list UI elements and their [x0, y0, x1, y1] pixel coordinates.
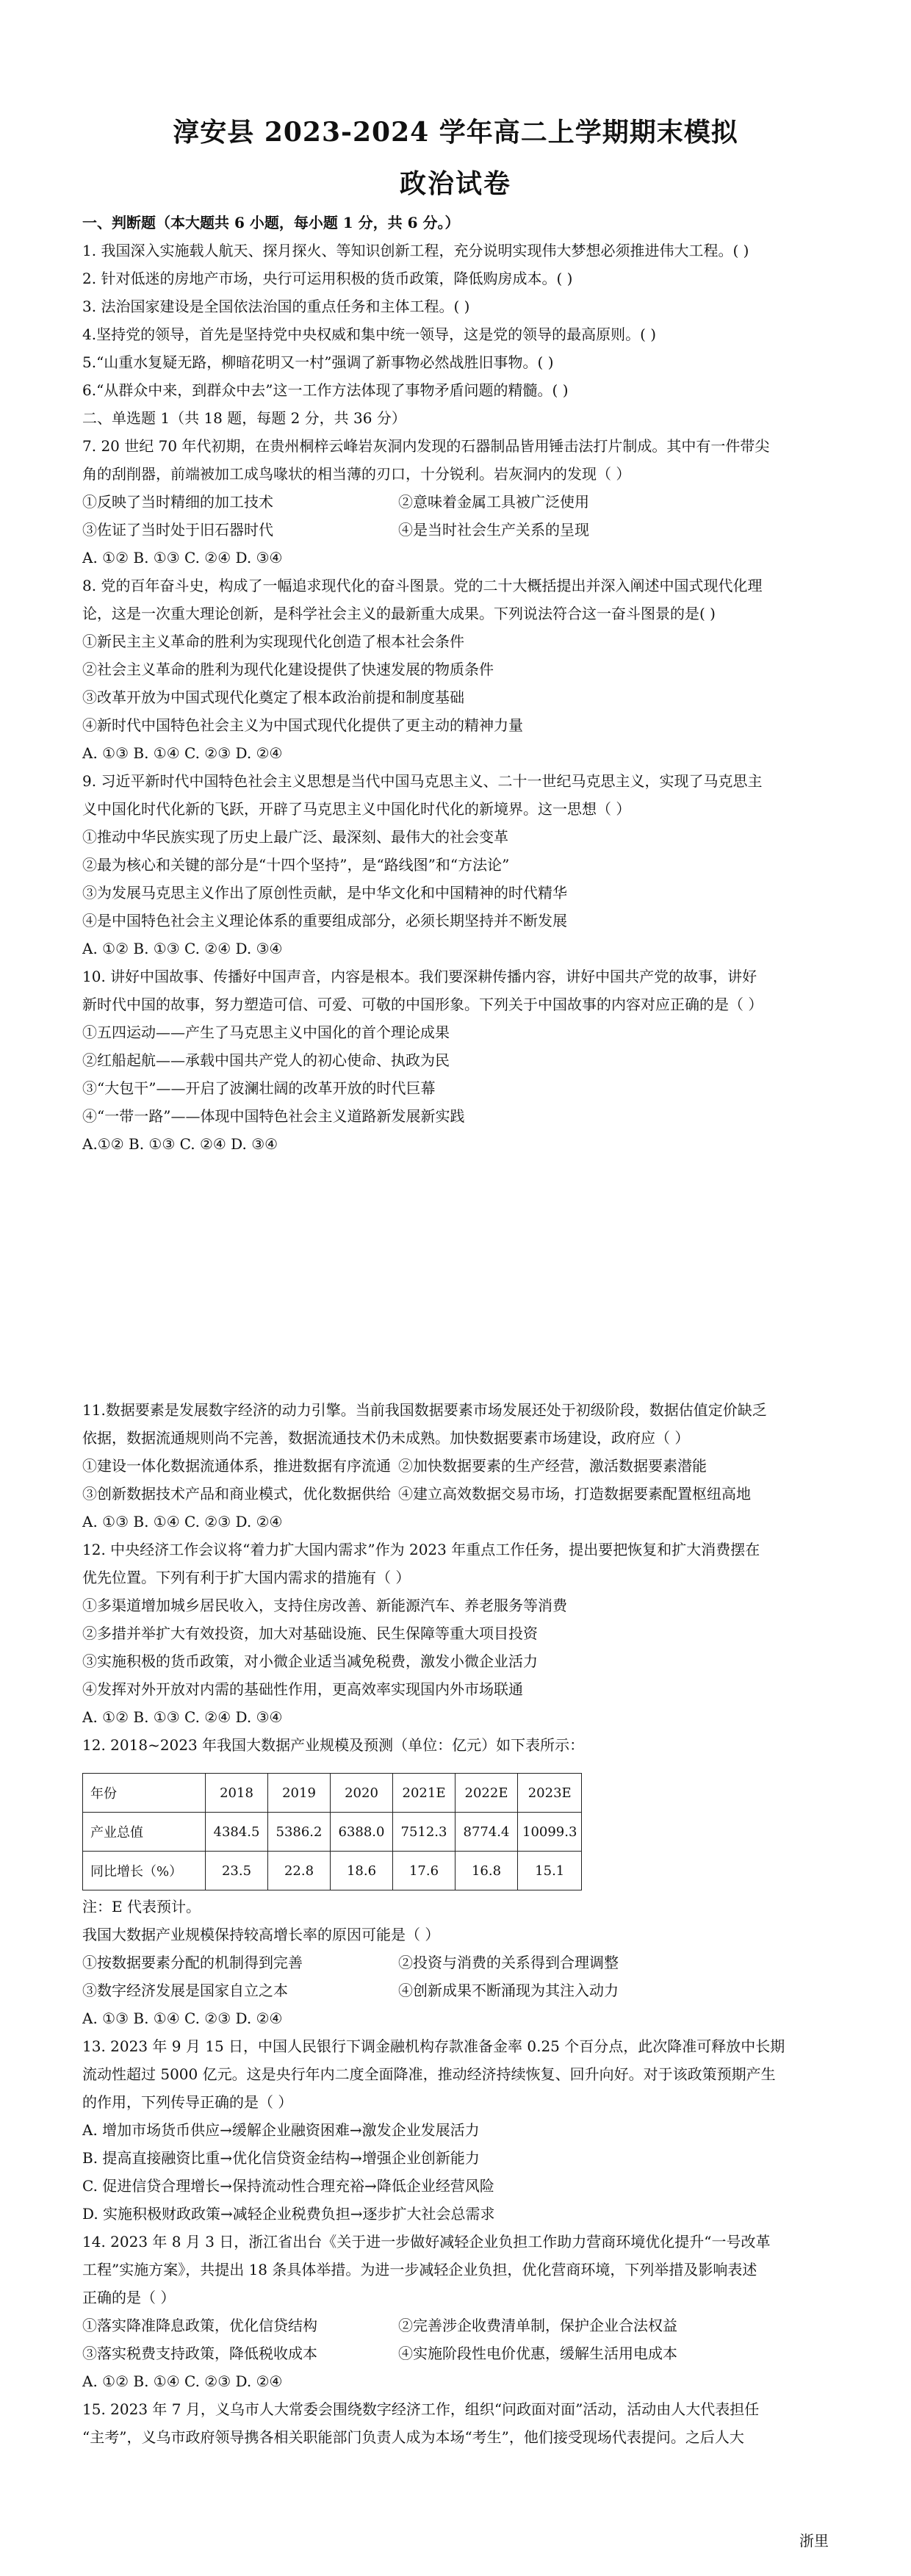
- table-row: [83, 1813, 582, 1852]
- table-note: 注：E 代表预计。: [82, 1898, 201, 1915]
- q10-line: 新时代中国的故事，努力塑造可信、可爱、可敬的中国形象。下列关于中国故事的内容对应正确的是（ ）: [82, 996, 763, 1013]
- q13-option: A. 增加市场货币供应→缓解企业融资困难→激发企业发展活力: [82, 2121, 480, 2139]
- table-cell: 8774.4: [455, 1813, 518, 1852]
- exam-title-line2: 政治试卷: [399, 168, 511, 199]
- part3-block: [82, 1893, 839, 2451]
- table-cell: 4384.5: [206, 1813, 268, 1852]
- exam-title-line1: 淳安县 2023-2024 学年高二上学期期末模拟: [173, 117, 738, 148]
- q10-line: ④“一带一路”——体现中国特色社会主义道路新发展新实践: [82, 1107, 465, 1125]
- table-cell: 22.8: [268, 1852, 331, 1890]
- q13-option: D. 实施积极财政政策→减轻企业税费负担→逐步扩大社会总需求: [82, 2205, 495, 2223]
- table-options-row: [82, 1949, 839, 1976]
- q8-line: ①新民主主义革命的胜利为实现现代化创造了根本社会条件: [82, 633, 464, 650]
- q7-opt: ④是当时社会生产关系的呈现: [398, 521, 589, 539]
- q12-line: ②多措并举扩大有效投资，加大对基础设施、民生保障等重大项目投资: [82, 1625, 538, 1642]
- q13-option: B. 提高直接融资比重→优化信贷资金结构→增强企业创新能力: [82, 2149, 480, 2167]
- q9-line: 9. 习近平新时代中国特色社会主义思想是当代中国马克思主义、二十一世纪马克思主义，实现了马克思主: [82, 772, 763, 790]
- table-header-cell: 年份: [83, 1774, 206, 1813]
- judgment-item: 6.“从群众中来，到群众中去”这一工作方法体现了事物矛盾问题的精髓。( ): [82, 381, 569, 399]
- part1-heading: 一、判断题（本大题共 6 小题，每小题 1 分，共 6 分。）: [82, 214, 460, 231]
- q7-opt: ①反映了当时精细的加工技术: [82, 493, 273, 511]
- q9-line: ④是中国特色社会主义理论体系的重要组成部分，必须长期坚持并不断发展: [82, 912, 567, 929]
- table-header-cell: 2018: [206, 1774, 268, 1813]
- q13-line: 的作用，下列传导正确的是（ ）: [82, 2093, 293, 2111]
- table-cell: 5386.2: [268, 1813, 331, 1852]
- q9-line: 义中国化时代化新的飞跃，开辟了马克思主义中国化时代化的新境界。这一思想（ ）: [82, 800, 631, 818]
- part2-heading: 二、单选题 1（共 18 题，每题 2 分，共 36 分）: [82, 409, 406, 427]
- judgment-item: 4.坚持党的领导，首先是坚持党中央权威和集中统一领导，这是党的领导的最高原则。( ): [82, 325, 657, 343]
- q10-line: ①五四运动——产生了马克思主义中国化的首个理论成果: [82, 1023, 450, 1041]
- q12-answers: A. ①② B. ①③ C. ②④ D. ③④: [82, 1708, 283, 1726]
- q15-line: “主考”，义乌市政府领导携各相关职能部门负责人成为本场“考生”，他们接受现场代表提问。之后人大: [82, 2428, 744, 2446]
- table-row: [83, 1852, 582, 1890]
- table-header-cell: 2022E: [455, 1774, 518, 1813]
- table-header-cell: 2019: [268, 1774, 331, 1813]
- q14-opt: ③落实税费支持政策，降低税收成本: [82, 2345, 317, 2362]
- judgment-item: 1. 我国深入实施载人航天、探月探火、等知识创新工程，充分说明实现伟大梦想必须推进伟大工程。( ): [82, 242, 749, 259]
- q8-line: ②社会主义革命的胜利为现代化建设提供了快速发展的物质条件: [82, 661, 494, 678]
- table-cell: 16.8: [455, 1852, 518, 1890]
- q11-line: 依据，数据流通规则尚不完善，数据流通技术仍未成熟。加快数据要素市场建设，政府应（ ）: [82, 1429, 690, 1447]
- judgment-item: 3. 法治国家建设是全国依法治国的重点任务和主体工程。( ): [82, 298, 470, 315]
- table-answers: A. ①③ B. ①④ C. ②③ D. ②④: [82, 2010, 283, 2027]
- q10-answers: A.①② B. ①③ C. ②④ D. ③④: [82, 1135, 278, 1153]
- table-cell: 17.6: [393, 1852, 455, 1890]
- table-opt: ②投资与消费的关系得到合理调整: [398, 1954, 619, 1971]
- judgment-item: 2. 针对低迷的房地产市场，央行可运用积极的货币政策，降低购房成本。( ): [82, 270, 573, 287]
- q8-line: 8. 党的百年奋斗史，构成了一幅追求现代化的奋斗图景。党的二十大概括提出并深入阐述中国式现代化理: [82, 577, 763, 594]
- q7-options-row: [82, 516, 839, 544]
- q12-line: ④发挥对外开放对内需的基础性作用，更高效率实现国内外市场联通: [82, 1680, 523, 1698]
- q11-opt: ①建设一体化数据流通体系，推进数据有序流通: [82, 1457, 391, 1475]
- q12-line: ①多渠道增加城乡居民收入，支持住房改善、新能源汽车、养老服务等消费: [82, 1597, 567, 1614]
- table-opt: ③数字经济发展是国家自立之本: [82, 1982, 288, 1999]
- table-opt: ④创新成果不断涌现为其注入动力: [398, 1982, 619, 1999]
- q9-line: ②最为核心和关键的部分是“十四个坚持”，是“路线图”和“方法论”: [82, 856, 510, 874]
- q7-opt: ②意味着金属工具被广泛使用: [398, 493, 589, 511]
- q12-line: 优先位置。下列有利于扩大国内需求的措施有（ ）: [82, 1569, 411, 1586]
- table-header-cell: 2023E: [518, 1774, 582, 1813]
- q14-opt: ②完善涉企收费清单制，保护企业合法权益: [398, 2317, 677, 2334]
- table-cell: 10099.3: [518, 1813, 582, 1852]
- q14-line: 工程”实施方案》，共提出 18 条具体举措。为进一步减轻企业负担，优化营商环境，下列举措及影响表述: [82, 2261, 757, 2278]
- q14-line: 14. 2023 年 8 月 3 日，浙江省出台《关于进一步做好减轻企业负担工作助力营商环境优化提升“一号改革: [82, 2233, 771, 2251]
- table-header-cell: 2021E: [393, 1774, 455, 1813]
- q11-opt: ③创新数据技术产品和商业模式，优化数据供给: [82, 1485, 391, 1503]
- q13-line: 流动性超过 5000 亿元。这是央行年内二度全面降准，推动经济持续恢复、回升向好。对于该政策预期产生: [82, 2065, 776, 2083]
- q12-line: 12. 中央经济工作会议将“着力扩大国内需求”作为 2023 年重点工作任务，提出要把恢复和扩大消费摆在: [82, 1541, 760, 1558]
- page-footer: 浙里: [799, 2532, 829, 2550]
- q9-line: ①推动中华民族实现了历史上最广泛、最深刻、最伟大的社会变革: [82, 828, 508, 846]
- q9-answers: A. ①② B. ①③ C. ②④ D. ③④: [82, 940, 283, 957]
- q11-line: 11.数据要素是发展数字经济的动力引擎。当前我国数据要素市场发展还处于初级阶段，数据估值定价缺乏: [82, 1401, 767, 1419]
- part1-block: [82, 209, 839, 1158]
- q7-line: 角的刮削器，前端被加工成鸟喙状的相当薄的刃口，十分锐利。岩灰洞内的发现（ ）: [82, 465, 631, 483]
- q14-opt: ④实施阶段性电价优惠，缓解生活用电成本: [398, 2345, 677, 2362]
- data-table: [82, 1773, 582, 1890]
- q11-options-row: [82, 1480, 839, 1508]
- table-cell: 7512.3: [393, 1813, 455, 1852]
- q11-options-row: [82, 1452, 839, 1480]
- table-row-label: 产业总值: [83, 1813, 206, 1852]
- q14-answers: A. ①② B. ①④ C. ②③ D. ②④: [82, 2372, 283, 2390]
- q12-line: ③实施积极的货币政策，对小微企业适当减免税费，激发小微企业活力: [82, 1652, 538, 1670]
- q15-line: 15. 2023 年 7 月，义乌市人大常委会围绕数字经济工作，组织“问政面对面”活动，活动由人大代表担任: [82, 2400, 760, 2418]
- q14-options-row: [82, 2339, 839, 2367]
- table-cell: 6388.0: [331, 1813, 393, 1852]
- q8-line: ④新时代中国特色社会主义为中国式现代化提供了更主动的精神力量: [82, 716, 523, 734]
- q10-line: ③“大包干”——开启了波澜壮阔的改革开放的时代巨幕: [82, 1079, 436, 1097]
- q11-opt: ④建立高效数据交易市场，打造数据要素配置枢纽高地: [398, 1485, 751, 1503]
- q7-options-row: [82, 488, 839, 516]
- q14-opt: ①落实降准降息政策，优化信贷结构: [82, 2317, 317, 2334]
- q8-answers: A. ①③ B. ①④ C. ②③ D. ②④: [82, 744, 283, 762]
- q14-options-row: [82, 2311, 839, 2339]
- table-cell: 18.6: [331, 1852, 393, 1890]
- table-row-label: 同比增长（%）: [83, 1852, 206, 1890]
- table-intro: 12. 2018~2023 年我国大数据产业规模及预测（单位：亿元）如下表所示：: [82, 1736, 585, 1754]
- table-options-row: [82, 1976, 839, 2004]
- judgment-item: 5.“山重水复疑无路，柳暗花明又一村”强调了新事物必然战胜旧事物。( ): [82, 353, 554, 371]
- q11-opt: ②加快数据要素的生产经营，激活数据要素潜能: [398, 1457, 707, 1475]
- q7-line: 7. 20 世纪 70 年代初期，在贵州桐梓云峰岩灰洞内发现的石器制品皆用锤击法打片制成。其中有一件带尖: [82, 437, 770, 455]
- part2-block: [82, 1396, 839, 1759]
- q13-line: 13. 2023 年 9 月 15 日，中国人民银行下调金融机构存款准备金率 0.25 个百分点，此次降准可释放中长期: [82, 2037, 785, 2055]
- q10-line: ②红船起航——承载中国共产党人的初心使命、执政为民: [82, 1051, 450, 1069]
- q13-option: C. 促进信贷合理增长→保持流动性合理充裕→降低企业经营风险: [82, 2177, 494, 2195]
- q9-line: ③为发展马克思主义作出了原创性贡献，是中华文化和中国精神的时代精华: [82, 884, 567, 902]
- table-opt: ①按数据要素分配的机制得到完善: [82, 1954, 303, 1971]
- q7-answers: A. ①② B. ①③ C. ②④ D. ③④: [82, 549, 283, 566]
- q14-line: 正确的是（ ）: [82, 2289, 176, 2306]
- table-header-cell: 2020: [331, 1774, 393, 1813]
- q11-answers: A. ①③ B. ①④ C. ②③ D. ②④: [82, 1513, 283, 1530]
- table-row: [83, 1774, 582, 1813]
- q8-line: 论，这是一次重大理论创新，是科学社会主义的最新重大成果。下列说法符合这一奋斗图景的是( ): [82, 605, 716, 622]
- q7-opt: ③佐证了当时处于旧石器时代: [82, 521, 273, 539]
- table-cell: 15.1: [518, 1852, 582, 1890]
- table-cell: 23.5: [206, 1852, 268, 1890]
- q8-line: ③改革开放为中国式现代化奠定了根本政治前提和制度基础: [82, 688, 464, 706]
- q10-line: 10. 讲好中国故事、传播好中国声音，内容是根本。我们要深耕传播内容，讲好中国共产党的故事，讲好: [82, 968, 757, 985]
- table-question: 我国大数据产业规模保持较高增长率的原因可能是（ ）: [82, 1926, 440, 1943]
